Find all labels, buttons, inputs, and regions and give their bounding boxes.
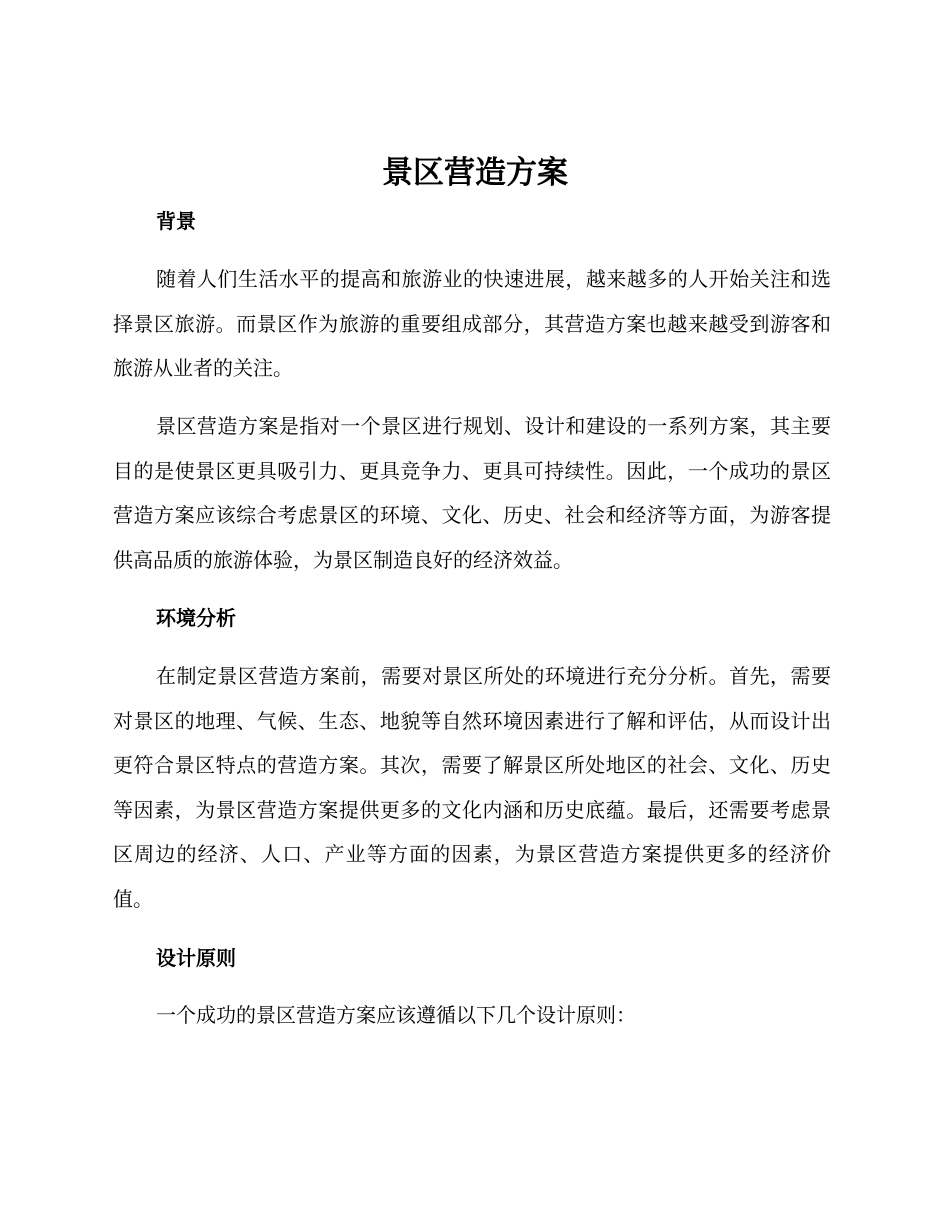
paragraph: 在制定景区营造方案前，需要对景区所处的环境进行充分分析。首先，需要对景区的地理、气候、生态、地貌等自然环境因素进行了解和评估，从而设计出更符合景区特点的营造方案。其次，需要了解景区所处地区的社会、文化、历史等因素，为景区营造方案提供更多的文化内涵和历史底蕴。最后，还需要考虑景区周边的经济、人口、产业等方面的因素，为景区营造方案提供更多的经济价值。 bbox=[113, 664, 831, 911]
paragraph: 景区营造方案是指对一个景区进行规划、设计和建设的一系列方案，其主要目的是使景区更具吸引力、更具竞争力、更具可持续性。因此，一个成功的景区营造方案应该综合考虑景区的环境、文化、历史、社会和经济等方面，为游客提供高品质的旅游体验，为景区制造良好的经济效益。 bbox=[113, 414, 831, 572]
paragraph: 一个成功的景区营造方案应该遵循以下几个设计原则： bbox=[156, 1003, 636, 1027]
section-heading-background: 背景 bbox=[156, 209, 196, 233]
paragraph: 随着人们生活水平的提高和旅游业的快速进展，越来越多的人开始关注和选择景区旅游。而景区作为旅游的重要组成部分，其营造方案也越来越受到游客和旅游从业者的关注。 bbox=[113, 267, 831, 381]
section-heading-design-principles: 设计原则 bbox=[156, 946, 236, 970]
section-heading-environment-analysis: 环境分析 bbox=[156, 606, 236, 630]
page-title: 景区营造方案 bbox=[382, 155, 568, 191]
